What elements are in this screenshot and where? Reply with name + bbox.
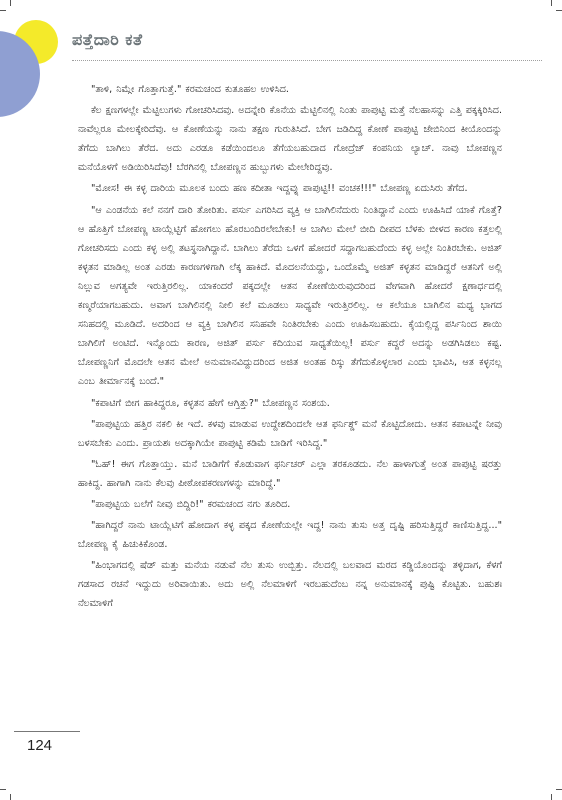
paragraph: "ಆ ಎಂಡನೆಯ ಕಲೆ ನನಗೆ ದಾರಿ ತೋರಿತು. ಪರ್ಸು ಎಗರಿಸಿದ ವ್ಯಕ್ತಿ ಆ ಬಾಗಿಲಿನೆದುರು ನಿಂತಿದ್ದಾನೆ ಎಂದು ಊಹಿಸಿದೆ ಯಾಕೆ ಗೊತ್ತೆ? ಆ ಹೊತ್ತಿಗೆ ಬೋಪಣ್ಣ ಟಾಯ್ಲೆಟ್ಟಿಗೆ ಹೋಗಲು ಹೊರಬಂದಿರಲೇಬೇಕು! ಆ ಬಾಗಿಲ ಮೇಲೆ ಬೀದಿ ದೀಪದ ಬೆಳಕು ಬೀಳದ ಕಾರಣ ಕತ್ತಲಲ್ಲಿ ಗೋಚರಿಸದು ಎಂದು ಕಳ್ಳ ಅಲ್ಲಿ ತಟಸ್ಥನಾಗಿದ್ದಾನೆ. ಬಾಗಿಲು ತೆರೆದು ಒಳಗೆ ಹೋದರೆ ಸದ್ದಾಗಬಹುದೆಂದು ಕಳ್ಳ ಅಲ್ಲೇ ನಿಂತಿರಬೇಕು. ಅಜಿತ್ ಕಳ್ಳತನ ಮಾಡಿಲ್ಲ ಅಂತ ಎರಡು ಕಾರಣಗಳಿಗಾಗಿ ಲೆಕ್ಕ ಹಾಕಿದೆ. ಮೊದಲನೆಯದ್ದು, ಒಂದೊಮ್ಮೆ ಅಜಿತ್ ಕಳ್ಳತನ ಮಾಡಿದ್ದರೆ ಆತನಿಗೆ ಅಲ್ಲಿ ನಿಲ್ಲುವ ಅಗತ್ಯವೇ ಇರುತ್ತಿರಲಿಲ್ಲ. ಯಾಕಂದರೆ ಪಕ್ಕದಲ್ಲೇ ಆತನ ಕೋಣೆಯಿರುವುದರಿಂದ ವೇಗವಾಗಿ ಹೋದರೆ ಕ್ಷಣಾರ್ಧದಲ್ಲಿ ಕಣ್ಮರೆಯಾಗಬಹುದು. ಅವಾಗ ಬಾಗಿಲಿನಲ್ಲಿ ನೀಲಿ ಕಲೆ ಮೂಡಲು ಸಾಧ್ಯವೇ ಇರುತ್ತಿರಲಿಲ್ಲ. ಆ ಕಲೆಯೂ ಬಾಗಿಲಿನ ಮಧ್ಯ ಭಾಗದ ಸನಿಹದಲ್ಲಿ ಮೂಡಿದೆ. ಅದರಿಂದ ಆ ವ್ಯಕ್ತಿ ಬಾಗಿಲಿನ ಸನಿಹವೇ ನಿಂತಿರಬೇಕು ಎಂದು ಊಹಿಸಬಹುದು. ಕೈಯಲ್ಲಿದ್ದ ಪರ್ಸಿನಿಂದ ಶಾಯಿ ಬಾಗಿಲಿಗೆ ಅಂಟಿದೆ. ಇನ್ನೊಂದು ಕಾರಣ, ಅಜಿತ್ ಪರ್ಸು ಕದಿಯುವ ಸಾಧ್ಯತೆಯಿಲ್ಲ! ಪರ್ಸು ಕದ್ದರೆ ಅದನ್ನು ಅಡಗಿಸಿಡಲು ಕಷ್ಟ. ಬೋಪಣ್ಣನಿಗೆ ಮೊದಲೇ ಆತನ ಮೇಲೆ ಅನುಮಾನವಿದ್ದುದರಿಂದ ಅಜಿತ ಅಂತಹ ರಿಸ್ಕು ತೆಗೆದುಕೊಳ್ಳಲಾರ ಎಂದು ಭಾವಿಸಿ, ಆತ ಕಳ್ಳನಲ್ಲ ಎಂಬ ತೀರ್ಮಾನಕ್ಕೆ ಬಂದೆ." bbox=[78, 204, 502, 388]
crop-mark bbox=[0, 10, 6, 11]
paragraph: "ಹಾಗಿದ್ದರೆ ನಾನು ಟಾಯ್ಲೆಟಿಗೆ ಹೋದಾಗ ಕಳ್ಳ ಪಕ್ಕದ ಕೋಣೆಯಲ್ಲೇ ಇದ್ದ! ನಾನು ತುಸು ಅತ್ತ ದೃಷ್ಟಿ ಹರಿಸುತ್ತಿದ್ದರೆ ಕಾಣಿಸುತ್ತಿದ್ದ..." ಬೋಪಣ್ಣ ಕೈ ಹಿಚುಕಿಕೊಂಡ. bbox=[78, 520, 502, 551]
crop-mark bbox=[10, 794, 11, 800]
paragraph: "ಓಹ್! ಈಗ ಗೊತ್ತಾಯ್ತು. ಮನೆ ಬಾಡಿಗೆಗೆ ಕೊಡುವಾಗ ಫರ್ನಿಚರ್ ಎಲ್ಲಾ ತರಕೂಡದು. ನೆಲ ಹಾಳಾಗುತ್ತೆ ಅಂತ ಪಾಪುಟ್ಟಿ ಷರತ್ತು ಹಾಕಿದ್ದ. ಹಾಗಾಗಿ ನಾನು ಕೆಲವು ಪೀಠೋಪಕರಣಗಳನ್ನು ಮಾರಿದ್ದೆ." bbox=[78, 458, 502, 489]
paragraph: "ತಾಳಿ, ನಿಮ್ಗೇ ಗೊತ್ತಾಗುತ್ತೆ." ಕರಮಚಂದ ಕುತೂಹಲ ಉಳಿಸಿದ. bbox=[91, 84, 289, 95]
paragraph: ಕೆಲ ಕ್ಷಣಗಳಲ್ಲೇ ಮೆಟ್ಟಿಲುಗಳು ಗೋಚರಿಸಿದವು. ಅದನ್ನೇರಿ ಕೊನೆಯ ಮೆಟ್ಟಿಲಿನಲ್ಲಿ ನಿಂತು ಪಾಪುಟ್ಟಿ ಮತ್ತೆ ನೆಲಹಾಸನ್ನು ಎತ್ತಿ ಪಕ್ಕಕ್ಕಿರಿಸಿದ. ನಾವೆಲ್ಲರೂ ಮೇಲಕ್ಕೇರಿದೆವು. ಆ ಕೋಣೆಯನ್ನು ನಾನು ತಕ್ಷಣ ಗುರುತಿಸಿದೆ. ಬೇಗ ಜಡಿದಿದ್ದ ಕೋಣೆ ಪಾಪುಟ್ಟಿ ಜೇಬಿನಿಂದ ಕೀಯೊಂದನ್ನು ತೆಗೆದು ಬಾಗಿಲು ತೆರೆದ. ಅದು ಎರಡೂ ಕಡೆಯಿಂದಲೂ ತೆಗೆಯಬಹುದಾದ ಗೋದ್ರೆಜ್ ಕಂಪನಿಯ ಲ್ಯಾಚ್. ನಾವು ಬೋಪಣ್ಣನ ಮನೆಯೊಳಗೆ ಅಡಿಯಿರಿಸಿದೆವು! ಬೆರಗಿನಲ್ಲಿ ಬೋಪಣ್ಣನ ಹುಬ್ಬುಗಳು ಮೇಲೇರಿದ್ದವು. bbox=[78, 105, 502, 174]
paragraph: "ಪಾಪುಟ್ಟಿಯ ಹತ್ತಿರ ನಕಲಿ ಕೀ ಇದೆ. ಕಳವು ಮಾಡುವ ಉದ್ದೇಶದಿಂದಲೇ ಆತ ಫರ್ನಿಶ್ಡ್ ಮನೆ ಕೊಟ್ಟಿದೋದು. ಆತನ ಕಪಾಟನ್ನೇ ನೀವು ಬಳಸಬೇಕು ಎಂದು. ಪ್ರಾಯಶಃ ಅದಕ್ಕಾಗಿಯೇ ಪಾಪುಟ್ಟಿ ಕಡಿಮೆ ಬಾಡಿಗೆ ಇರಿಸಿದ್ದ." bbox=[78, 418, 502, 449]
footer-rule bbox=[14, 731, 80, 732]
crop-mark bbox=[0, 789, 6, 790]
crop-mark bbox=[556, 789, 562, 790]
paragraph: "ಮೋಸ! ಈ ಕಳ್ಳ ದಾರಿಯ ಮೂಲಕ ಬಂದು ಹಣ ಕದೀತಾ ಇದ್ದವ್ನು ಪಾಪುಟ್ಟಿ!! ವಂಚಕ!!!" ಬೋಪಣ್ಣ ಏದುಸಿರು ತೆಗೆದ. bbox=[91, 183, 468, 195]
page-number: 124 bbox=[27, 737, 53, 754]
paragraph: "ಪಾಪುಟ್ಟಿಯ ಬಲೆಗೆ ನೀವು ಬಿದ್ದಿರಿ!" ಕರಮಚಂದ ನಗು ತೂರಿದ. bbox=[91, 498, 291, 510]
header-dotted-rule bbox=[72, 60, 542, 61]
section-title: ಪತ್ತೆದಾರಿ ಕತೆ bbox=[72, 30, 143, 49]
paragraph: "ಹಿಂಭಾಗದಲ್ಲಿ ಷೆಡ್ ಮತ್ತು ಮನೆಯ ನಡುವೆ ನೆಲ ತುಸು ಉಬ್ಬಿತ್ತು. ನೆಲದಲ್ಲಿ ಬಲವಾದ ಮರದ ಕಡ್ಡಿಯೊಂದನ್ನು ತಳ್ಳಿದಾಗ, ಕೆಳಗೆ ಗಡಸಾದ ರಚನೆ ಇದ್ದುದು ಅರಿವಾಯಿತು. ಅದು ಅಲ್ಲಿ ನೆಲಮಾಳಿಗೆ ಇರಬಹುದೆಂಬ ನನ್ನ ಅನುಮಾನಕ್ಕೆ ಪುಷ್ಟಿ ಕೊಟ್ಟಿತು. ಬಹುಶಃ ನೆಲಮಾಳಿಗೆ bbox=[78, 560, 502, 610]
crop-mark bbox=[10, 0, 11, 6]
crop-mark bbox=[551, 0, 552, 6]
story-body bbox=[78, 80, 502, 730]
paragraph: "ಕಪಾಟಿಗೆ ಬೀಗ ಹಾಕಿದ್ದರೂ, ಕಳ್ಳತನ ಹೇಗೆ ಆಗ್ತಿತ್ತು?" ಬೋಪಣ್ಣನ ಸಂಶಯ. bbox=[91, 397, 330, 409]
crop-mark bbox=[556, 10, 562, 11]
crop-mark bbox=[551, 794, 552, 800]
